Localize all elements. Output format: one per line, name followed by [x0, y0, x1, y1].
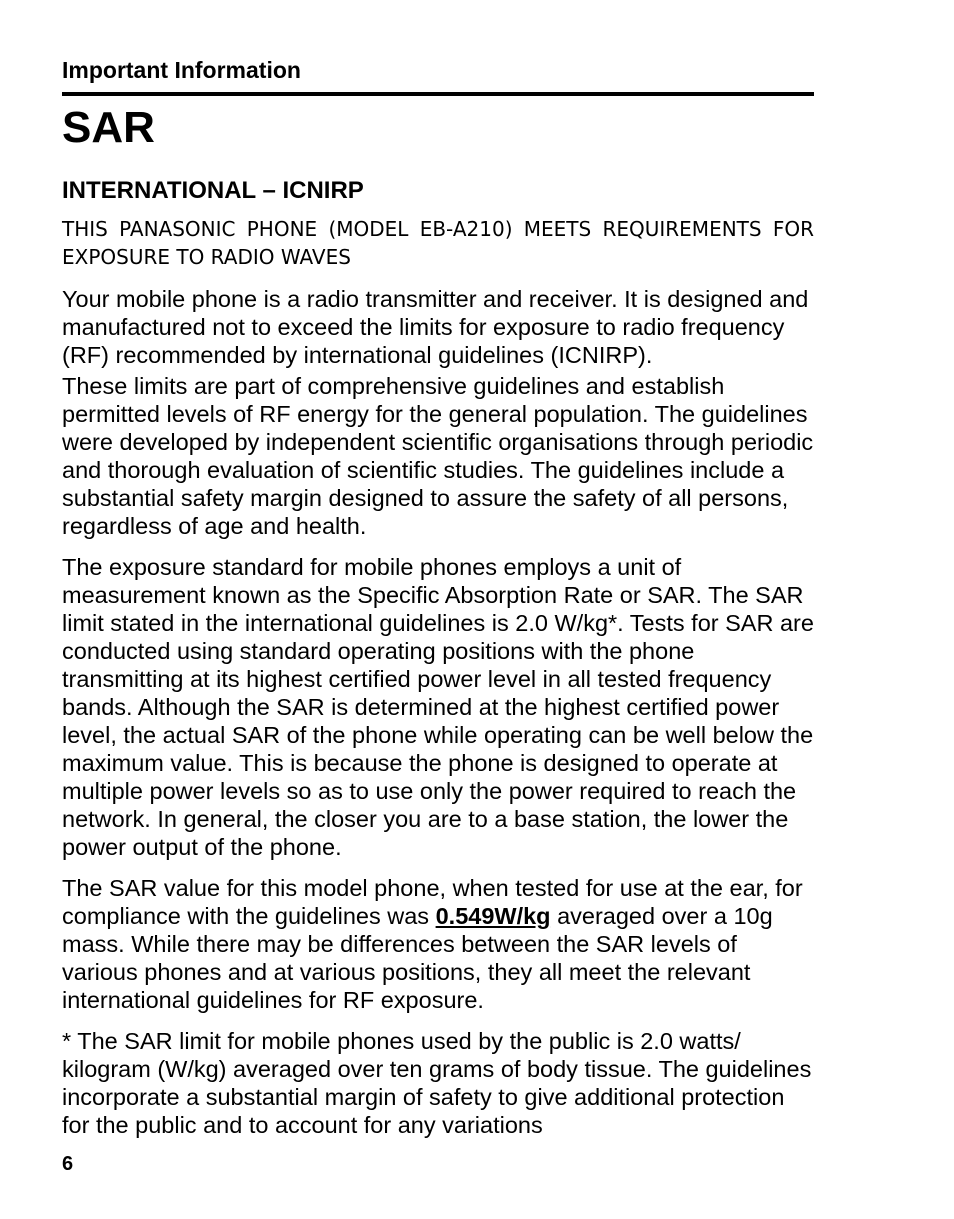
- sar-text-before: The SAR value for this model phone, when tested for use at the ear, for compliance with the guidelines was: [62, 875, 803, 929]
- paragraph-sar-value: [62, 874, 814, 1014]
- page-number: 6: [62, 1153, 74, 1175]
- paragraph-intro: Your mobile phone is a radio transmitter and receiver. It is designed and manufactured not to exceed the limits for exposure to radio frequency (RF) recommended by international guidelines (ICNIRP).: [62, 286, 809, 368]
- section-header: Important Information: [62, 57, 301, 83]
- header-divider: [62, 92, 814, 96]
- paragraph-footnote: * The SAR limit for mobile phones used by the public is 2.0 watts/ kilogram (W/kg) averaged over ten grams of body tissue. The guidelines incorporate a substantial margin of safety to give additional protection for the public and to account for any variations: [62, 1028, 812, 1138]
- paragraph-exposure-standard: The exposure standard for mobile phones employs a unit of measurement known as the Specific Absorption Rate or SAR. The SAR limit stated in the international guidelines is 2.0 W/kg*. Tests for SAR are conducted using standard operating positions with the phone transmitting at its highest certified power level in all tested frequency bands. Although the SAR is determined at the highest certified power level, the actual SAR of the phone while operating can be well below the maximum value. This is because the phone is designed to operate at multiple power levels so as to use only the power required to reach the network. In general, the closer you are to a base station, the lower the power output of the phone.: [62, 554, 814, 860]
- sar-value: 0.549W/kg: [435, 903, 551, 929]
- paragraph-limits: These limits are part of comprehensive guidelines and establish permitted levels of RF energy for the general population. The guidelines were developed by independent scientific organisations through periodic and thorough evaluation of scientific studies. The guidelines include a substantial safety margin designed to assure the safety of all persons, regardless of age and health.: [62, 373, 814, 539]
- section-subheading: INTERNATIONAL – ICNIRP: [62, 177, 364, 204]
- page-title: SAR: [62, 103, 155, 152]
- compliance-statement: THIS PANASONIC PHONE (MODEL EB-A210) MEETS REQUIREMENTS FOR EXPOSURE TO RADIO WAVES: [62, 217, 814, 269]
- sar-text-after: averaged over a 10g mass. While there may be differences between the SAR levels of various phones and at various positions, they all meet the relevant international guidelines for RF exposure.: [62, 903, 773, 1013]
